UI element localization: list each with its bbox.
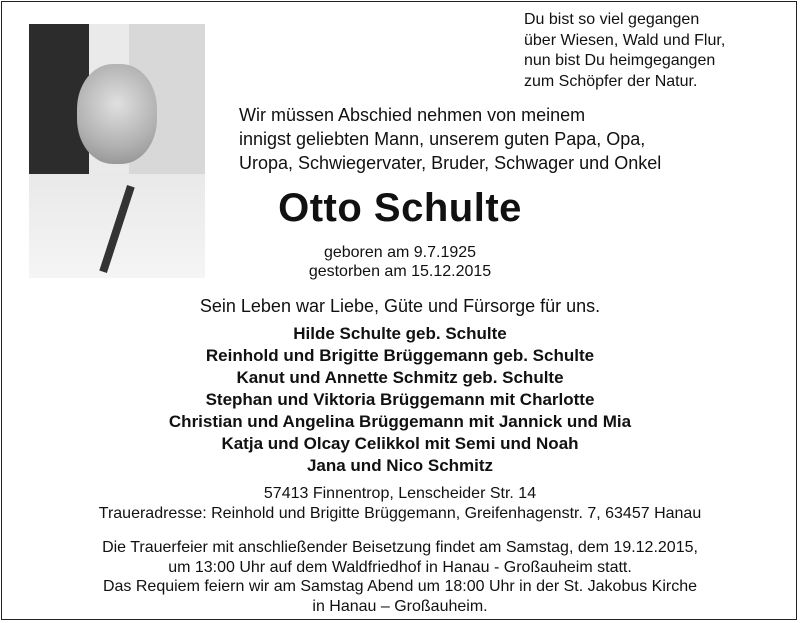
deceased-name: Otto Schulte: [278, 186, 522, 230]
poem-line: Du bist so viel gegangen: [524, 11, 700, 28]
motto: Sein Leben war Liebe, Güte und Fürsorge für uns.: [199, 296, 601, 316]
life-dates: [240, 243, 560, 281]
mourning-address: Traueradresse: Reinhold und Brigitte Brüggemann, Greifenhagenstr. 7, 63457 Hanau: [98, 505, 702, 522]
mourner: Christian und Angelina Brüggemann mit Jannick und Mia: [168, 412, 632, 431]
intro-line: innigst geliebten Mann, unserem guten Papa, Opa,: [239, 129, 646, 149]
mourner: Katja und Olcay Celikkol mit Semi und Noah: [221, 434, 579, 453]
intro-line: Uropa, Schwiegervater, Bruder, Schwager und Onkel: [239, 153, 662, 173]
mourner: Jana und Nico Schmitz: [306, 456, 494, 475]
poem-line: nun bist Du heimgegangen: [524, 52, 716, 69]
service-details: [0, 538, 800, 616]
intro-line: Wir müssen Abschied nehmen von meinem: [239, 105, 586, 125]
death-date: gestorben am 15.12.2015: [308, 263, 492, 280]
service-line: Die Trauerfeier mit anschließender Beisetzung findet am Samstag, dem 19.12.2015,: [102, 539, 698, 556]
poem-line: über Wiesen, Wald und Flur,: [524, 31, 726, 49]
mourner: Hilde Schulte geb. Schulte: [293, 324, 507, 343]
mourners-list: [0, 323, 800, 477]
address-block: [0, 484, 800, 524]
mourner: Kanut und Annette Schmitz geb. Schulte: [236, 368, 564, 387]
service-line: in Hanau – Großauheim.: [312, 597, 488, 615]
birth-date: geboren am 9.7.1925: [323, 244, 477, 261]
farewell-intro: [239, 103, 661, 175]
poem: [524, 10, 725, 92]
portrait-photo: [29, 24, 205, 278]
poem-line: zum Schöpfer der Natur.: [524, 72, 698, 90]
photo-head: [77, 64, 157, 164]
home-address: 57413 Finnentrop, Lenscheider Str. 14: [263, 485, 537, 502]
service-line: um 13:00 Uhr auf dem Waldfriedhof in Hanau - Großauheim statt.: [168, 558, 632, 576]
mourner: Stephan und Viktoria Brüggemann mit Charlotte: [205, 390, 595, 409]
service-line: Das Requiem feiern wir am Samstag Abend um 18:00 Uhr in der St. Jakobus Kirche: [102, 578, 698, 595]
mourner: Reinhold und Brigitte Brüggemann geb. Schulte: [205, 346, 595, 365]
